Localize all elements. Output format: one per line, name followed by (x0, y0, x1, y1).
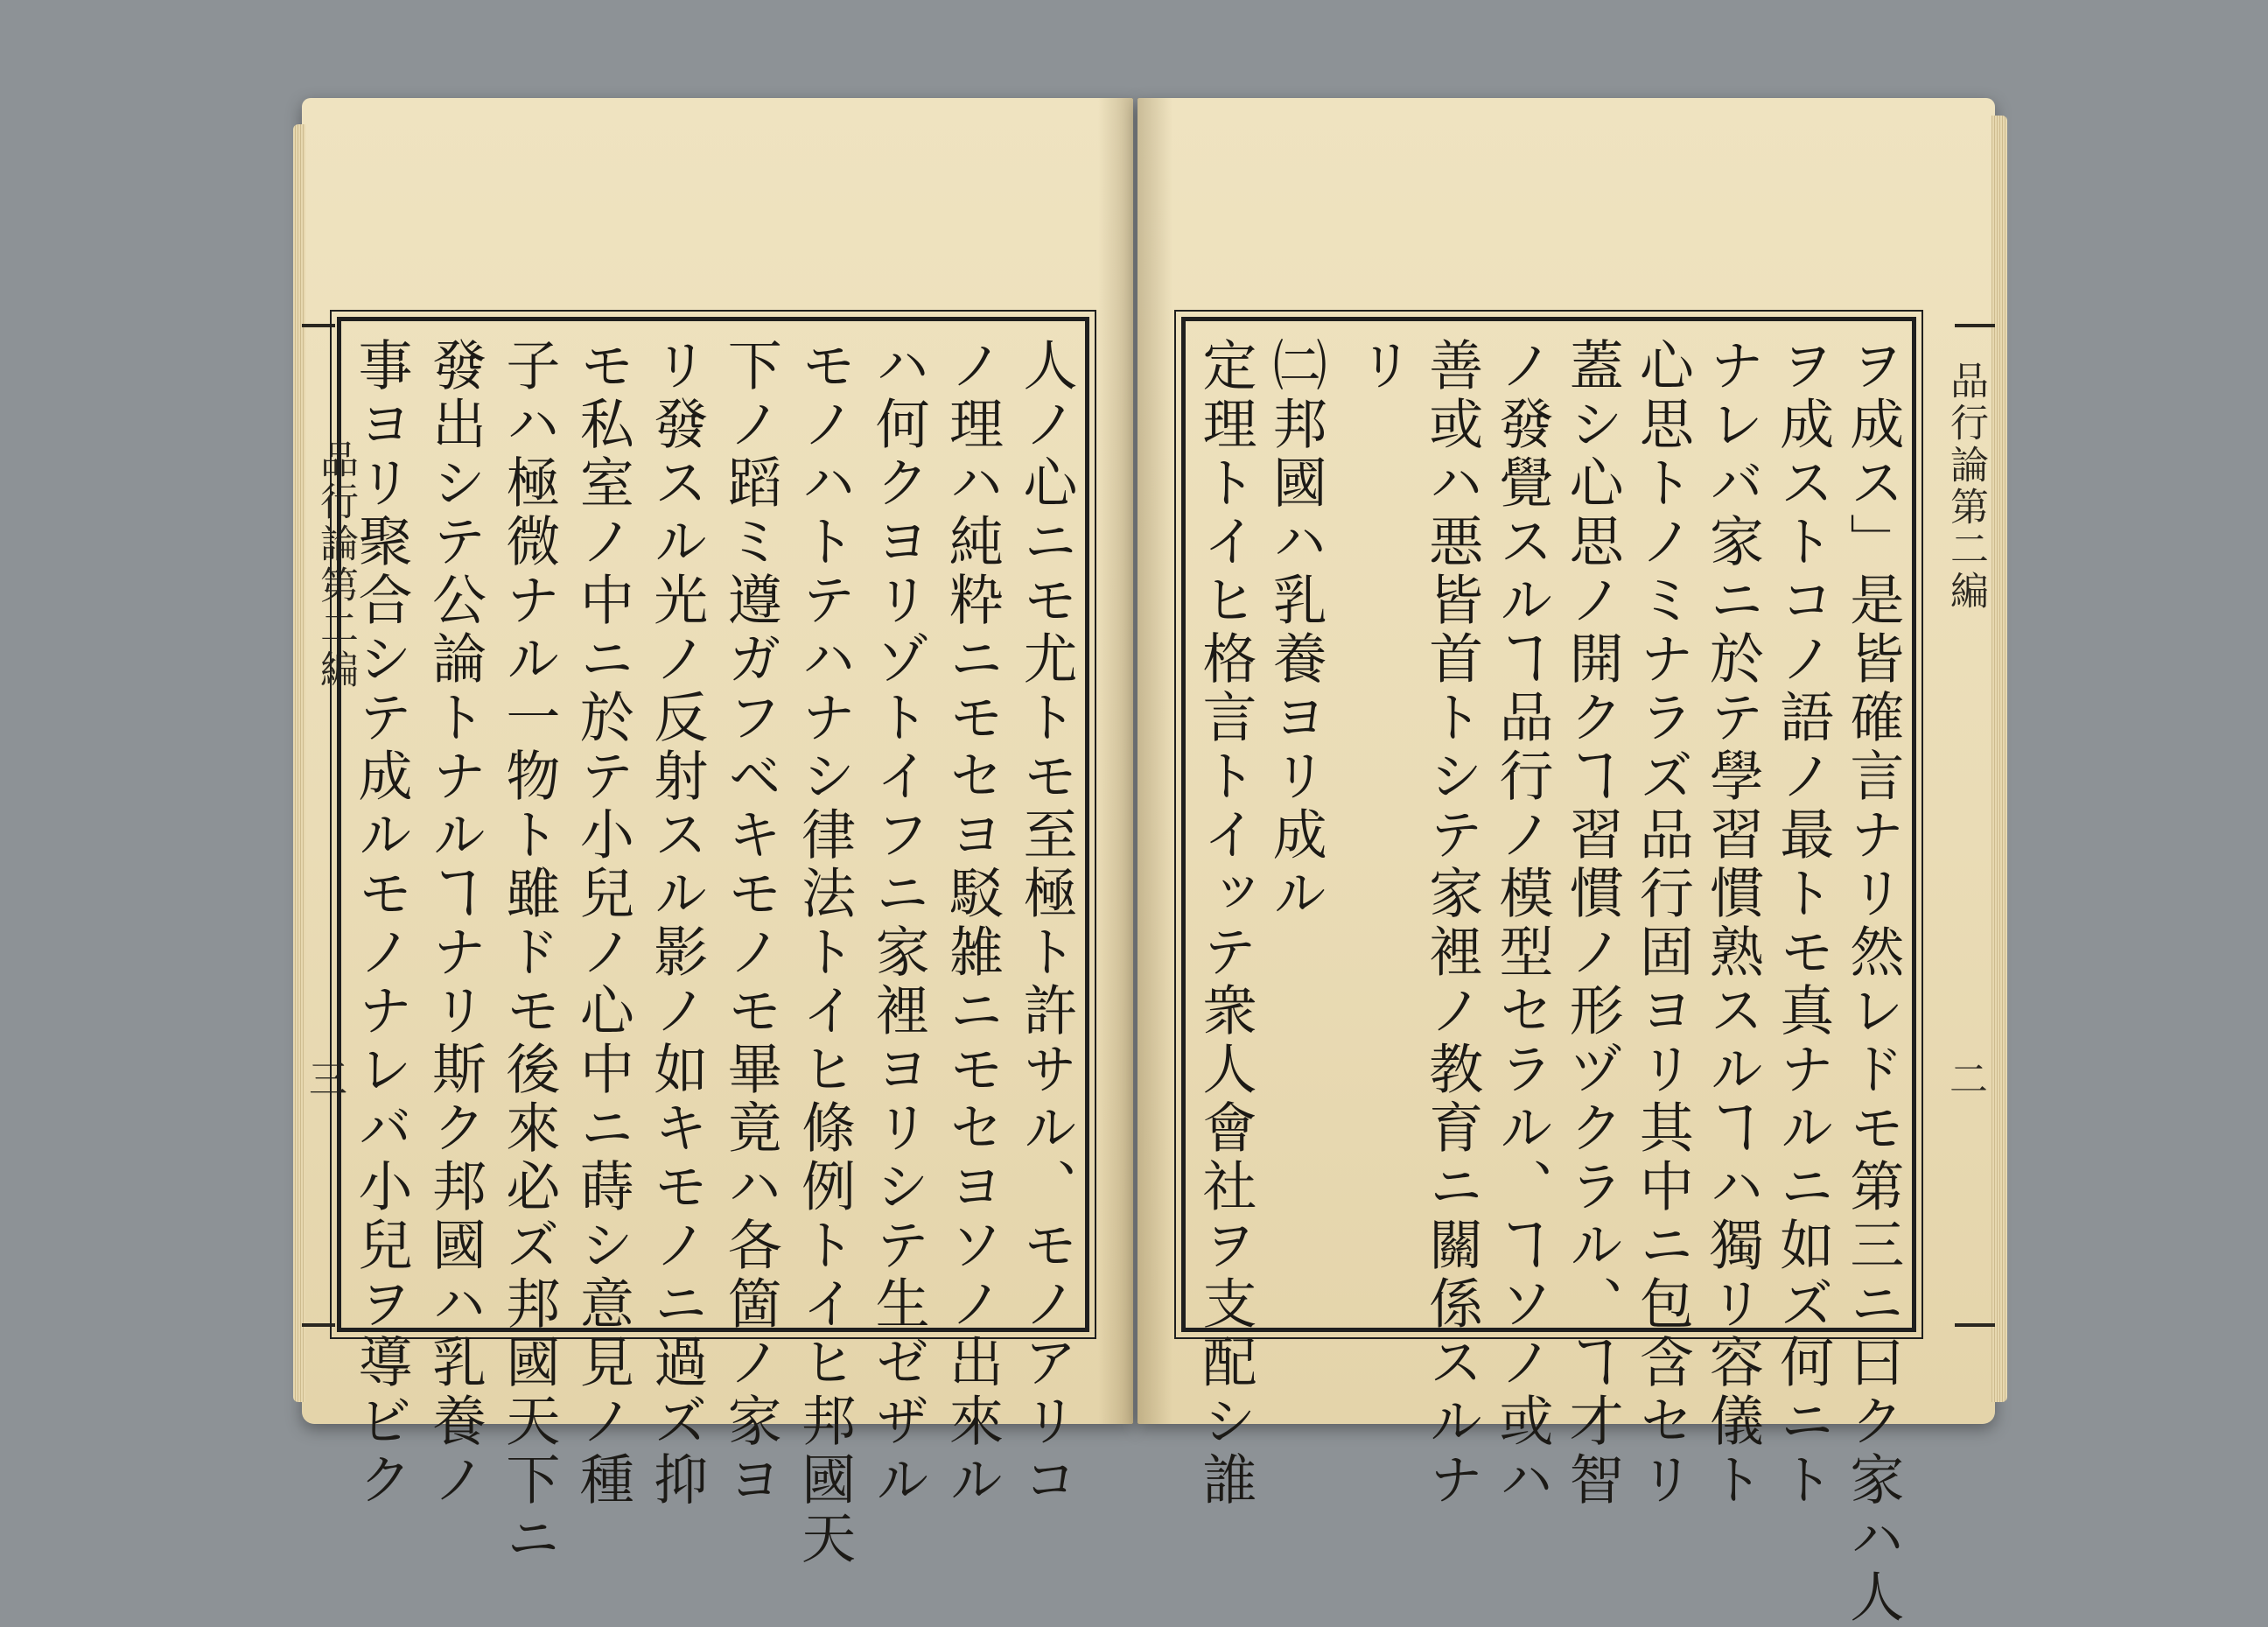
text-column: ナレバ家ニ於テ學習慣熟スルヿハ獨リ容儀ト (1700, 337, 1765, 1510)
gutter-shadow (1138, 98, 1172, 1424)
page-edges-right (1992, 116, 2007, 1402)
text-frame-right (1181, 317, 1916, 1627)
text-column: ノ發覺スルヿ品行ノ模型セラル、ヿソノ或ハ (1489, 337, 1554, 1510)
text-column: ヲ成ス」是皆確言ナリ然レドモ第三ニ曰ク家ハ人 (1840, 337, 1905, 1627)
open-book (302, 98, 1995, 1627)
head-rule (302, 324, 335, 327)
foot-rule (302, 1323, 335, 1327)
running-head-right: 品行論第二編 (1943, 361, 1988, 613)
text-column: 蓋シ心思ノ開クヿ習慣ノ形ヅクラル、ヿ才智 (1560, 337, 1625, 1510)
page-edges-left (293, 124, 305, 1402)
text-frame-left (337, 317, 1089, 1568)
text-column: 善或ハ悪皆首トシテ家裡ノ教育ニ關係スルナ (1419, 337, 1484, 1510)
folio-right: 二 (1950, 1057, 1988, 1102)
running-head-left: 品行論第二編 (313, 439, 358, 691)
text-column: 定理トイヒ格言トイッテ衆人會社ヲ支配シ誰 (1194, 337, 1257, 1510)
text-column: 事ヨリ聚合シテ成ルモノナレバ小兒ヲ導ビク (349, 337, 413, 1510)
foot-rule (1955, 1323, 1995, 1327)
left-page (302, 98, 1133, 1568)
text-column: 人ノ心ニモ尤トモ至極ト許サル、モノアリコ (1013, 337, 1078, 1510)
text-column: 下ノ蹈ミ遵ガフベキモノモ畢竟ハ各箇ノ家ヨ (718, 337, 783, 1510)
text-column: リ (1349, 337, 1414, 396)
right-page (1138, 98, 1995, 1627)
folio-left: 三 (309, 1057, 347, 1102)
text-column: ヲ成ストコノ語ノ最トモ真ナルニ如ズ何ニト (1770, 337, 1835, 1510)
text-column: モノハトテハナシ律法トイヒ條例トイヒ邦國天 (792, 337, 857, 1568)
text-column: ハ何クヨリゾトイフニ家裡ヨリシテ生ゼザル (866, 337, 931, 1510)
section-heading: ㈡邦國ハ乳養ヨリ成ル (1264, 337, 1328, 923)
text-column: リ發スル光ノ反射スル影ノ如キモノニ過ズ抑 (644, 337, 709, 1510)
text-column: ノ理ハ純粋ニモセヨ駁雑ニモセヨソノ出來ル (940, 337, 1004, 1510)
text-column: 心思トノミナラズ品行固ヨリ其中ニ包含セリ (1630, 337, 1695, 1510)
head-rule (1955, 324, 1995, 327)
text-column: 子ハ極微ナル一物ト雖ドモ後來必ズ邦國天下ニ (496, 337, 561, 1568)
gutter-shadow (1098, 98, 1133, 1424)
text-column: 發出シテ公論トナルヿナリ斯ク邦國ハ乳養ノ (423, 337, 487, 1510)
text-column: モ私室ノ中ニ於テ小兒ノ心中ニ蒔シ意見ノ種 (570, 337, 635, 1510)
